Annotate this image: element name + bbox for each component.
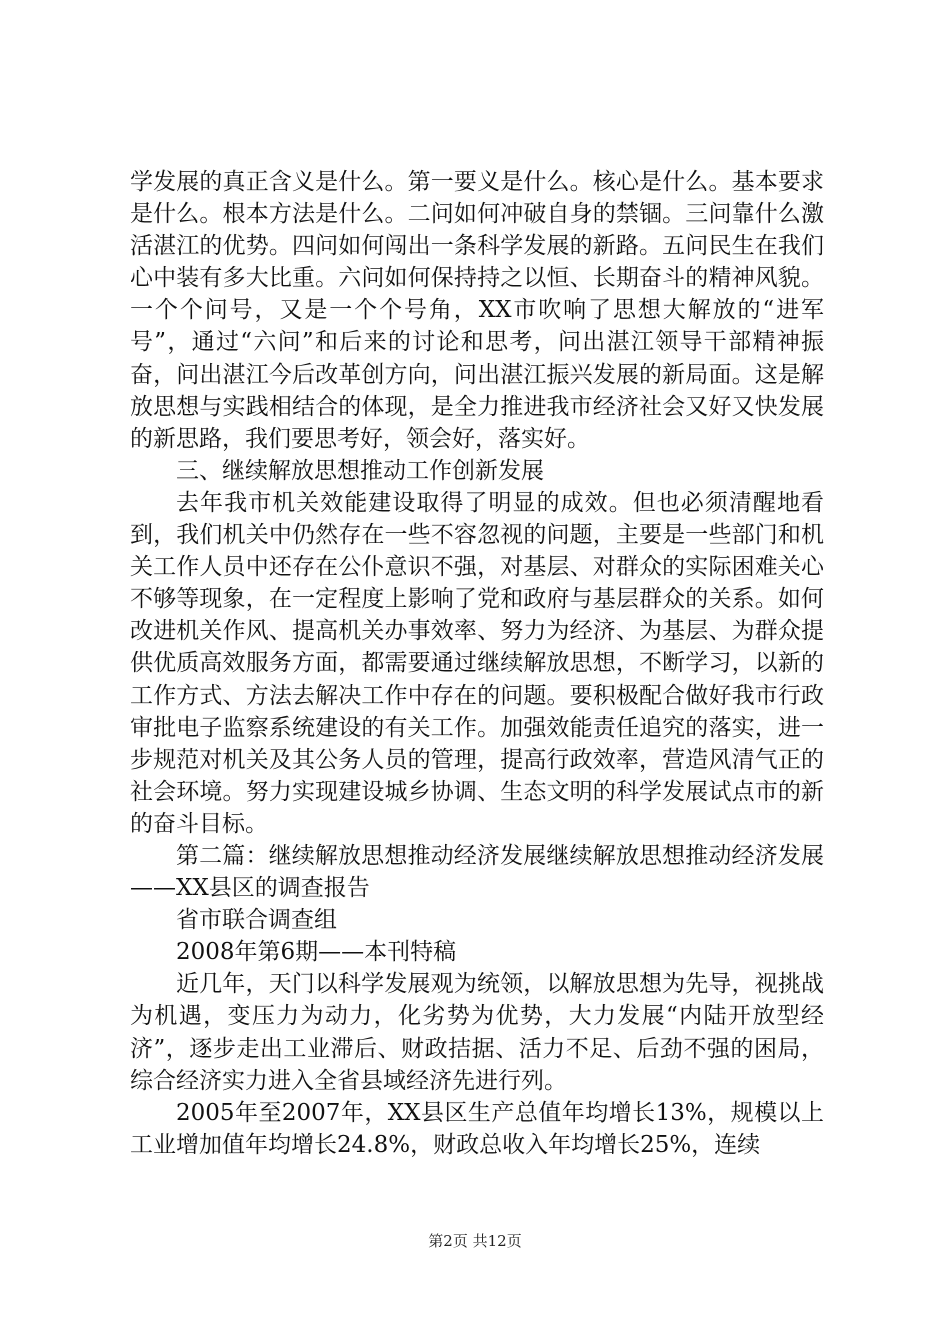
paragraph-8: 2005年至2007年，XX县区生产总值年均增长13%，规模以上工业增加值年均增长24.8%，财政总收入年均增长25%，连续: [130, 1099, 824, 1158]
paragraph-3: 去年我市机关效能建设取得了明显的成效。但也必须清醒地看到，我们机关中仍然存在一些不容忽视的问题，主要是一些部门和机关工作人员中还存在公仆意识不强，对基层、对群众的实际困难关心不够等现象，在一定程度上影响了党和政府与基层群众的关系。如何改进机关作风、提高机关办事效率、努力为经济、为基层、为群众提供优质高效服务方面，都需要通过继续解放思想，不断学习，以新的工作方式、方法去解决工作中存在的问题。要积极配合做好我市行政审批电子监察系统建设的有关工作。加强效能责任追究的落实，进一步规范对机关及其公务人员的管理，提高行政效率，营造风清气正的社会环境。努力实现建设城乡协调、生态文明的科学发展试点市的新的奋斗目标。: [130, 489, 824, 837]
paragraph-1: 学发展的真正含义是什么。第一要义是什么。核心是什么。基本要求是什么。根本方法是什么。二问如何冲破自身的禁锢。三问靠什么激活湛江的优势。四问如何闯出一条科学发展的新路。五问民生在我们心中装有多大比重。六问如何保持持之以恒、长期奋斗的精神风貌。一个个问号，又是一个个号角，XX市吹响了思想大解放的“进军号”，通过“六问”和后来的讨论和思考，问出湛江领导干部精神振奋，问出湛江今后改革创方向，问出湛江振兴发展的新局面。这是解放思想与实践相结合的体现，是全力推进我市经济社会又好又快发展的新思路，我们要思考好，领会好，落实好。: [130, 169, 824, 452]
paragraph-7: 近几年，天门以科学发展观为统领，以解放思想为先导，视挑战为机遇，变压力为动力，化劣势为优势，大力发展“内陆开放型经济”，逐步走出工业滞后、财政拮据、活力不足、后劲不强的困局，综合经济实力进入全省县域经济先进行列。: [130, 971, 824, 1094]
issue-line: 2008年第6期——本刊特稿: [176, 939, 457, 966]
page-number: 第2页 共12页: [428, 1232, 522, 1250]
section-heading: 三、继续解放思想推动工作创新发展: [176, 457, 544, 484]
author-line: 省市联合调查组: [176, 907, 337, 934]
document-body: [130, 166, 824, 1161]
chapter-title: 第二篇：继续解放思想推动经济发展继续解放思想推动经济发展——XX县区的调查报告: [130, 842, 824, 902]
